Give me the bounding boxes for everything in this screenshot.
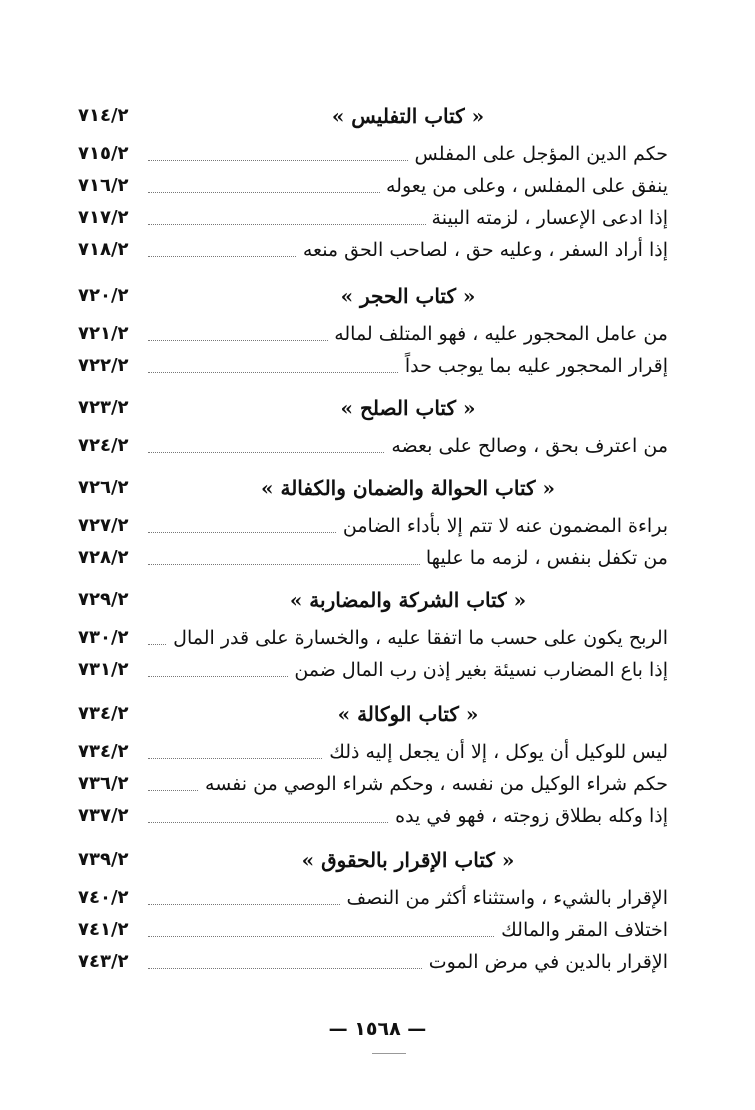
toc-heading-title: « كتاب الحجر » (340, 284, 476, 308)
toc-heading-title: « كتاب التفليس » (331, 104, 485, 128)
toc-heading (78, 472, 668, 504)
toc-page-number: ٧٢٣/٢ (78, 397, 129, 418)
toc-entry-title: إقرار المحجور عليه بما يوجب حداً (399, 350, 668, 382)
toc-entry (78, 318, 668, 350)
toc-entry (78, 882, 668, 914)
toc-entry (78, 170, 668, 202)
toc-page-number: ٧١٧/٢ (78, 207, 129, 228)
toc-heading-title: « كتاب الصلح » (340, 396, 476, 420)
toc-page-number: ٧٣٩/٢ (78, 849, 129, 870)
toc-entry-title: من اعترف بحق ، وصالح على بعضه (385, 430, 668, 462)
toc-entry-title: ينفق على المفلس ، وعلى من يعوله (380, 170, 668, 202)
toc-page-number: ٧٢٤/٢ (78, 435, 129, 456)
toc-page-number: ٧١٤/٢ (78, 105, 129, 126)
toc-heading (78, 280, 668, 312)
toc-entry (78, 736, 668, 768)
toc-entry-title: إذا أراد السفر ، وعليه حق ، لصاحب الحق منعه (297, 234, 668, 266)
toc-entry (78, 510, 668, 542)
toc-heading (78, 100, 668, 132)
toc-page-number: ٧٣٤/٢ (78, 703, 129, 724)
toc-entry (78, 138, 668, 170)
toc-entry-title: إذا ادعى الإعسار ، لزمته البينة (426, 202, 668, 234)
toc-heading (78, 392, 668, 424)
page-number: — ١٥٦٨ — (328, 1018, 427, 1040)
toc-page-number: ٧٢٠/٢ (78, 285, 129, 306)
toc-heading-title: « كتاب الشركة والمضاربة » (289, 588, 527, 612)
toc-entry-title: إذا وكله بطلاق زوجته ، فهو في يده (389, 800, 668, 832)
toc-heading-title: « كتاب الوكالة » (337, 702, 479, 726)
footer-rule (372, 1053, 406, 1054)
toc-page-number: ٧٢٢/٢ (78, 355, 129, 376)
toc-entry (78, 914, 668, 946)
toc-page-number: ٧١٥/٢ (78, 143, 129, 164)
toc-heading-title: « كتاب الحوالة والضمان والكفالة » (261, 476, 555, 500)
toc-page-number: ٧٤١/٢ (78, 919, 129, 940)
toc-entry-title: براءة المضمون عنه لا تتم إلا بأداء الضامن (337, 510, 668, 542)
toc-entry (78, 350, 668, 382)
toc-page-number: ٧٢٧/٢ (78, 515, 129, 536)
toc-heading-title: « كتاب الإقرار بالحقوق » (301, 848, 515, 872)
toc-page-number: ٧٣٤/٢ (78, 741, 129, 762)
toc-heading (78, 698, 668, 730)
toc-page-number: ٧٤٠/٢ (78, 887, 129, 908)
toc-heading (78, 584, 668, 616)
toc-page-number: ٧٣٧/٢ (78, 805, 129, 826)
toc-heading (78, 844, 668, 876)
toc-entry-title: حكم شراء الوكيل من نفسه ، وحكم شراء الوصي من نفسه (199, 768, 668, 800)
toc-entry-title: من عامل المحجور عليه ، فهو المتلف لماله (328, 318, 668, 350)
toc-entry-title: حكم الدين المؤجل على المفلس (409, 138, 668, 170)
toc-page-number: ٧٣٠/٢ (78, 627, 129, 648)
toc-page-number: ٧٤٣/٢ (78, 951, 129, 972)
toc-page-number: ٧٢٩/٢ (78, 589, 129, 610)
toc-entry (78, 946, 668, 978)
toc-entry (78, 202, 668, 234)
toc-entry (78, 234, 668, 266)
toc-entry (78, 768, 668, 800)
toc-entry-title: الربح يكون على حسب ما اتفقا عليه ، والخسارة على قدر المال (167, 622, 668, 654)
toc-entry (78, 622, 668, 654)
toc-entry (78, 654, 668, 686)
toc-page-number: ٧١٨/٢ (78, 239, 129, 260)
toc-entry-title: ليس للوكيل أن يوكل ، إلا أن يجعل إليه ذلك (323, 736, 668, 768)
toc-entry (78, 430, 668, 462)
toc-page-number: ٧٢٨/٢ (78, 547, 129, 568)
toc-entry-title: من تكفل بنفس ، لزمه ما عليها (420, 542, 668, 574)
toc-entry (78, 542, 668, 574)
toc-page-number: ٧٣١/٢ (78, 659, 129, 680)
toc-page-number: ٧٣٦/٢ (78, 773, 129, 794)
toc-entry-title: الإقرار بالشيء ، واستثناء أكثر من النصف (340, 882, 668, 914)
toc-page-number: ٧٢٦/٢ (78, 477, 129, 498)
toc-entry-title: اختلاف المقر والمالك (495, 914, 668, 946)
toc-entry-title: الإقرار بالدين في مرض الموت (423, 946, 668, 978)
toc-page-number: ٧٢١/٢ (78, 323, 129, 344)
toc-entry-title: إذا باع المضارب نسيئة بغير إذن رب المال ضمن (288, 654, 668, 686)
toc-entry (78, 800, 668, 832)
toc-page-number: ٧١٦/٢ (78, 175, 129, 196)
